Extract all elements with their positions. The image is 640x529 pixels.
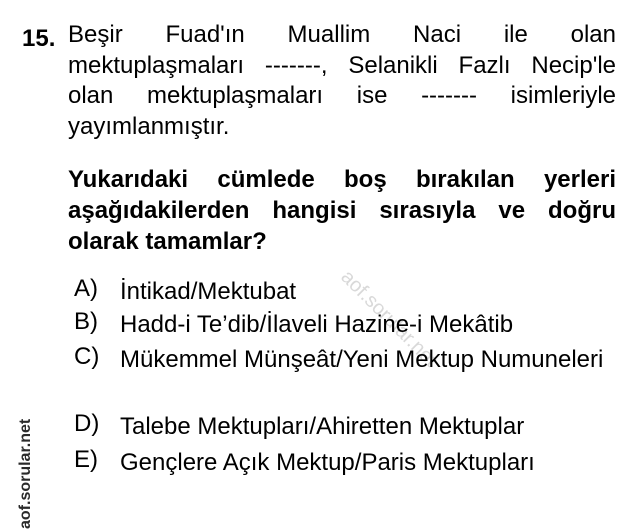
option-text: Hadd-i Te’dib/İlaveli Hazine-i Mekâtib <box>120 311 514 338</box>
option-letter: B) <box>74 308 98 335</box>
option-text: İntikad/Mektubat <box>120 278 297 305</box>
option-letter: C) <box>74 343 100 370</box>
option-text: Mükemmel Münşeât/Yeni Mektup Numuneleri <box>120 346 604 373</box>
option-text: Gençlere Açık Mektup/Paris Mektupları <box>120 449 535 476</box>
question-stem: Beşir Fuad'ın Muallim Naci ile olan mektuplaşmaları -------, Selanikli Fazlı Necip'le olan mektuplaşmaları ise ------- isimleriyle yayımlanmıştır. <box>68 21 616 140</box>
question-prompt: Yukarıdaki cümlede boş bırakılan yerleri aşağıdakilerden hangisi sırasıyla ve doğru olarak tamamlar? <box>68 166 616 255</box>
option-letter: A) <box>74 275 98 302</box>
option-text: Talebe Mektupları/Ahiretten Mektuplar <box>120 413 525 440</box>
watermark-diagonal: aof.sorular.net <box>336 266 442 372</box>
question-number: 15. <box>22 25 56 52</box>
watermark-side: aof.sorular.net <box>17 418 34 529</box>
option-letter: D) <box>74 410 100 437</box>
option-letter: E) <box>74 446 98 473</box>
